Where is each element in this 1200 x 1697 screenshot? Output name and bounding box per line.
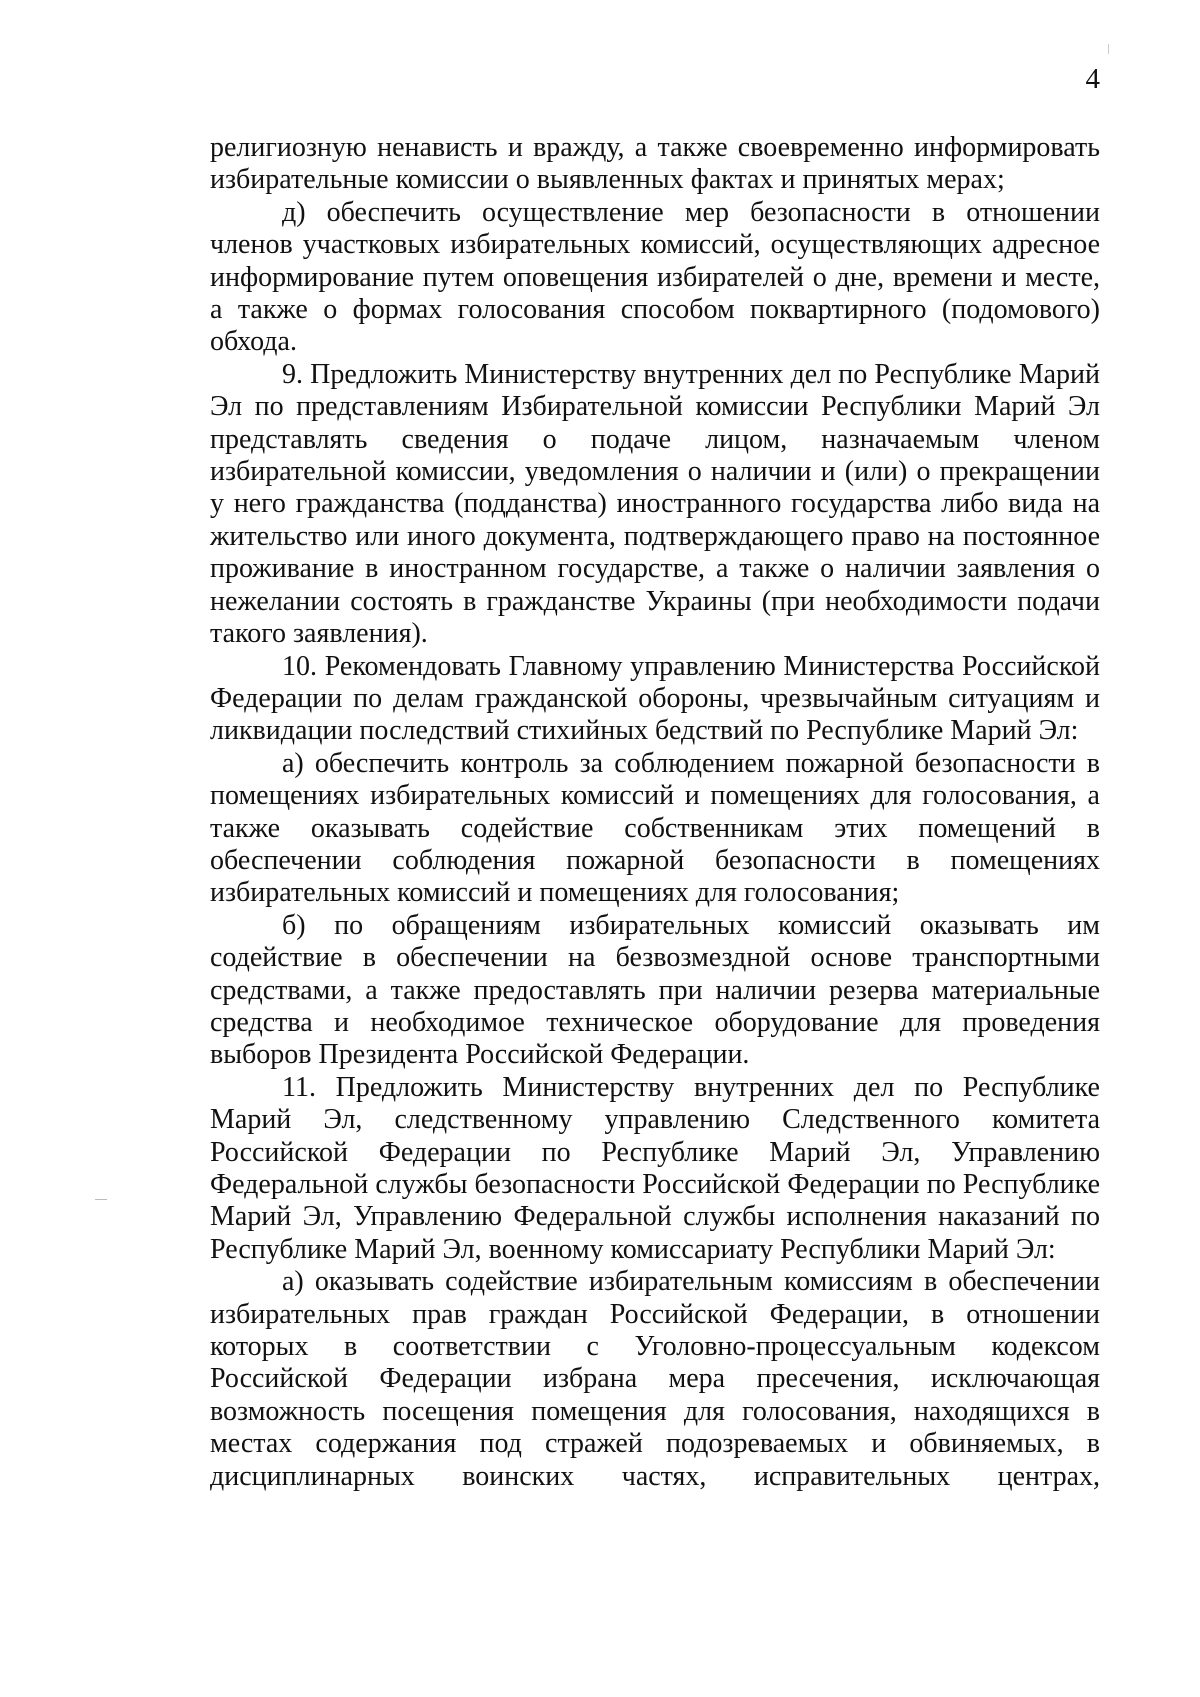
paragraph-11: 11. Предложить Министерству внутренних дел по Республике Марий Эл, следственному управлению Следственного комитета Российской Федерации по Республике Марий Эл, Управлению Федеральной службы безопасности Российской Федерации по Республике Марий Эл, Управлению Федеральной службы исполнения наказаний по Республике Марий Эл, военному комиссариату Республики Марий Эл: — [210, 1071, 1100, 1265]
scan-mark — [1108, 44, 1109, 54]
paragraph-11-item-a: а) оказывать содействие избирательным комиссиям в обеспечении избирательных прав граждан Российской Федерации, в отношении которых в соответствии с Уголовно-процессуальным кодексом Российской Федерации избрана мера пресечения, исключающая возможность посещения помещения для голосования, находящихся в местах содержания под стражей подозреваемых и обвиняемых, в дисциплинарных воинских частях, исправительных центрах, — [210, 1266, 1100, 1492]
paragraph-10-item-b: б) по обращениям избирательных комиссий оказывать им содействие в обеспечении на безвозмездной основе транспортными средствами, а также предоставлять при наличии резерва материальные средства и необходимое техническое оборудование для проведения выборов Президента Российской Федерации. — [210, 909, 1100, 1071]
paragraph-continuation: религиозную ненависть и вражду, а также своевременно информировать избирательные комиссии о выявленных фактах и принятых мерах; — [210, 132, 1100, 196]
scan-mark — [95, 1199, 107, 1200]
paragraph-9: 9. Предложить Министерству внутренних дел по Республике Марий Эл по представлениям Избирательной комиссии Республики Марий Эл представлять сведения о подаче лицом, назначаемым членом избирательной комиссии, уведомления о наличии и (или) о прекращении у него гражданства (подданства) иностранного государства либо вида на жительство или иного документа, подтверждающего право на постоянное проживание в иностранном государстве, а также о наличии заявления о нежелании состоять в гражданстве Украины (при необходимости подачи такого заявления). — [210, 358, 1100, 650]
paragraph-10: 10. Рекомендовать Главному управлению Министерства Российской Федерации по делам гражданской обороны, чрезвычайным ситуациям и ликвидации последствий стихийных бедствий по Республике Марий Эл: — [210, 650, 1100, 747]
paragraph-item-d: д) обеспечить осуществление мер безопасности в отношении членов участковых избирательных комиссий, осуществляющих адресное информирование путем оповещения избирателей о дне, времени и месте, а также о формах голосования способом поквартирного (подомового) обхода. — [210, 196, 1100, 358]
document-body — [210, 132, 1100, 1493]
page-number: 4 — [1085, 63, 1100, 95]
paragraph-10-item-a: а) обеспечить контроль за соблюдением пожарной безопасности в помещениях избирательных комиссий и помещениях для голосования, а также оказывать содействие собственникам этих помещений в обеспечении соблюдения пожарной безопасности в помещениях избирательных комиссий и помещениях для голосования; — [210, 747, 1100, 909]
